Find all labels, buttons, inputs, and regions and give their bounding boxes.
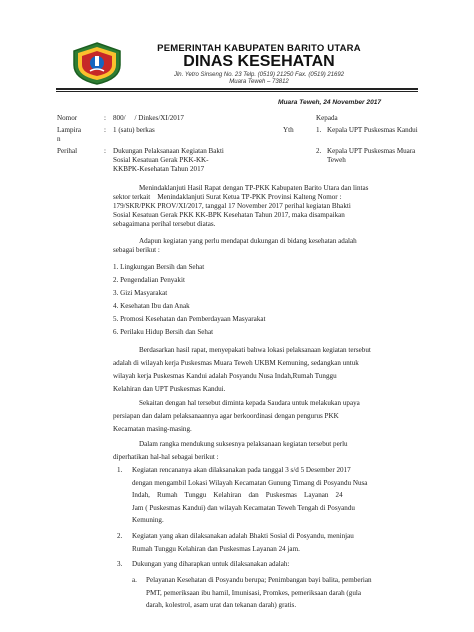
activity-list bbox=[113, 263, 265, 341]
paragraph-2-line: sebagai berikut : bbox=[113, 246, 160, 254]
list-item: 6. Perilaku Hidup Bersih dan Sehat bbox=[113, 328, 214, 336]
point-1-text: Kegiatan rencananya akan dilaksanakan pada tanggal 3 s/d 5 Desember 2017 dengan mengambil Lokasi Wilayah Kecamatan Gunung Timang di Posyandu Nusa Indah, Rumah Tunggu Kelahiran dan Puskesmas Layanan 24 Jam ( Puskesmas Kandui) dan wilayah Kecamatan Teweh Tengah di Posyandu Kemuning. bbox=[132, 466, 368, 524]
kepada-label: Kepada bbox=[316, 114, 338, 122]
recipient-2-num: 2. bbox=[316, 147, 322, 155]
paragraph-4 bbox=[113, 399, 418, 438]
paragraph-4-line: persiapan dan dalam pelaksanaannya agar berkoordinasi dengan pengurus PKK bbox=[113, 412, 339, 420]
agency-city: Muara Teweh – 73812 bbox=[229, 79, 289, 85]
nomor-value: 800/ / Dinkes/XI/2017 bbox=[113, 114, 184, 122]
recipient-2-name-wrap: Teweh bbox=[327, 156, 346, 164]
letter-date: Muara Teweh, 24 November 2017 bbox=[278, 99, 382, 106]
paragraph-2 bbox=[113, 237, 418, 255]
paragraph-3 bbox=[113, 346, 418, 398]
agency-logo bbox=[70, 41, 124, 85]
paragraph-5-line: diperhatikan hal-hal sebagai berikut : bbox=[113, 453, 219, 461]
paragraph-1-line: 179/SKR/PKK PROV/XI/2017, tanggal 17 November 2017 perihal kegiatan Bhakti bbox=[113, 202, 351, 210]
paragraph-3-line: Kelahiran dan UPT Puskesmas Kandui. bbox=[113, 385, 226, 393]
paragraph-1-line: sebagaimana perihal tersebut diatas. bbox=[113, 220, 216, 228]
letterhead-divider-thin bbox=[56, 91, 418, 92]
paragraph-1 bbox=[113, 184, 418, 229]
paragraph-1-line: Menindaklanjuti Hasil Rapat dengan TP-PKK Kabupaten Barito Utara dan lintas bbox=[139, 184, 369, 192]
paragraph-5-line: Dalam rangka mendukung suksesnya pelaksanaan kegiatan tersebut perlu bbox=[139, 440, 348, 448]
list-item: 1. Lingkungan Bersih dan Sehat bbox=[113, 263, 205, 271]
perihal-line-2: Sosial Kesatuan Gerak PKK-KK- bbox=[113, 156, 209, 164]
perihal-line-3: KKBPK-Kesehatan Tahun 2017 bbox=[113, 165, 205, 173]
paragraph-3-line: adalah di wilayah kerja Puskesmas Muara Teweh UKBM Kemuning, sedangkan untuk bbox=[113, 359, 359, 367]
perihal-colon: : bbox=[104, 147, 106, 155]
subpoint-a-num: a. bbox=[132, 576, 137, 584]
lampiran-colon: : bbox=[104, 126, 106, 134]
paragraph-5 bbox=[113, 440, 418, 466]
list-item: 3. Gizi Masyarakat bbox=[113, 289, 168, 297]
point-3-text: Dukungan yang diharapkan untuk dilaksanakan adalah: bbox=[132, 560, 290, 568]
yth-label: Yth bbox=[283, 126, 294, 134]
point-3-num: 3. bbox=[117, 560, 123, 568]
subpoint-a-text: Pelayanan Kesehatan di Posyandu berupa; Penimbangan bayi balita, pemberian PMT, pemeriksaan ibu hamil, Imunisasi, Promkes, pemeriksaan darah (gula darah, kolestrol, asam urat dan tekanan darah) gratis. bbox=[146, 576, 372, 609]
list-item: 5. Promosi Kesehatan dan Pemberdayaan Masyarakat bbox=[113, 315, 266, 323]
paragraph-4-line: Kecamatan masing-masing. bbox=[113, 425, 192, 433]
recipient-1-num: 1. bbox=[316, 126, 322, 134]
paragraph-3-line: wilayah kerja Puskesmas Kandui adalah Posyandu Nusa Indah,Rumah Tunggu bbox=[113, 372, 337, 380]
point-2-text: Kegiatan yang akan dilaksanakan adalah Bhakti Sosial di Posyandu, meninjau Rumah Tunggu Kelahiran dan Puskesmas Layanan 24 jam. bbox=[132, 532, 354, 553]
list-item: 2. Pengendalian Penyakit bbox=[113, 276, 185, 284]
paragraph-1-line: Sosial Kesatuan Gerak PKK KK-BPK Kesehatan Tahun 2017, maka disampaikan bbox=[113, 211, 345, 219]
paragraph-1-line: sektor terkait Menindaklanjuti Surat Ketua TP-PKK Provinsi Kalteng Nomor : bbox=[113, 193, 342, 201]
lampiran-label-wrap: n bbox=[57, 135, 61, 143]
agency-name: DINAS KESEHATAN bbox=[183, 53, 335, 70]
letterhead-divider bbox=[56, 88, 418, 90]
paragraph-2-line: Adapun kegiatan yang perlu mendapat dukungan di bidang kesehatan adalah bbox=[139, 237, 357, 245]
perihal-line-1: Dukungan Pelaksanaan Kegiatan Bakti bbox=[113, 147, 224, 155]
lampiran-label: Lampira bbox=[57, 126, 82, 134]
point-2-num: 2. bbox=[117, 532, 123, 540]
point-1-num: 1. bbox=[117, 466, 123, 474]
agency-address: Jln. Yetro Sinseng No. 23 Telp. (0519) 21250 Fax. (0519) 21692 bbox=[173, 72, 345, 78]
nomor-colon: : bbox=[104, 114, 106, 122]
perihal-label: Perihal bbox=[57, 147, 78, 155]
paragraph-3-line: Berdasarkan hasil rapat, menyepakati bahwa lokasi pelaksanaan kegiatan tersebut bbox=[139, 346, 371, 354]
recipient-2-name: Kepala UPT Puskesmas Muara bbox=[327, 147, 416, 155]
government-name: PEMERINTAH KABUPATEN BARITO UTARA bbox=[157, 43, 361, 54]
recipient-1-name: Kepala UPT Puskesmas Kandui bbox=[327, 126, 418, 134]
nomor-label: Nomor bbox=[57, 114, 78, 122]
paragraph-4-line: Sekaitan dengan hal tersebut diminta kepada Saudara untuk melakukan upaya bbox=[139, 399, 360, 407]
lampiran-value: 1 (satu) berkas bbox=[113, 126, 155, 134]
list-item: 4. Kesehatan Ibu dan Anak bbox=[113, 302, 190, 310]
